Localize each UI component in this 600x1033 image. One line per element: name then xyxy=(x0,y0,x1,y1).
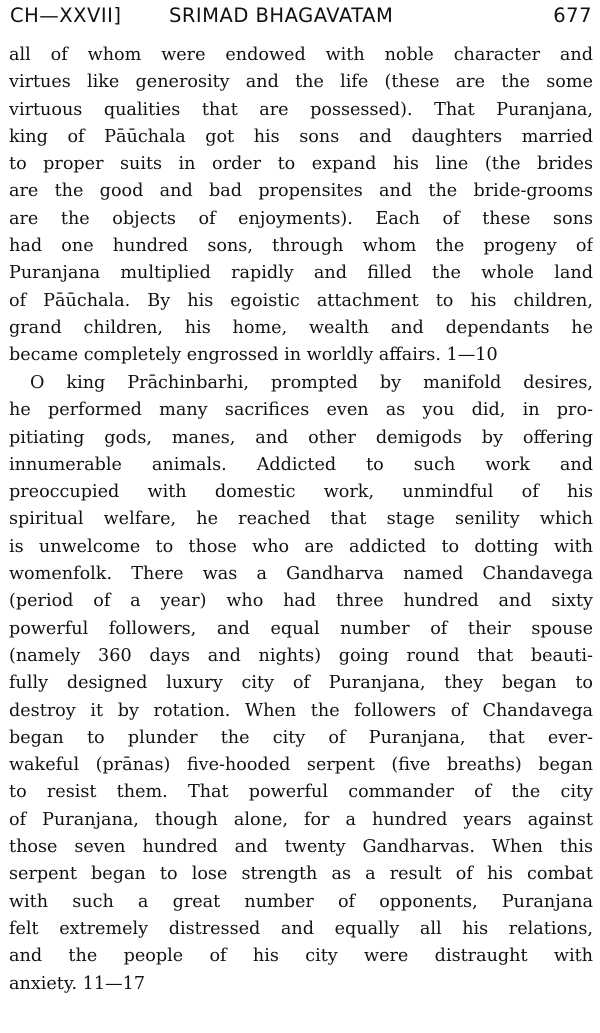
text-line: spiritual welfare, he reached that stage senility which xyxy=(9,509,593,530)
book-title: SRIMAD BHAGAVATAM xyxy=(169,4,394,27)
text-line: those seven hundred and twenty Gandharvas. When this xyxy=(9,837,593,858)
text-line: he performed many sacrifices even as you did, in pro- xyxy=(9,400,593,421)
text-line: (namely 360 days and nights) going round that beauti- xyxy=(9,645,593,666)
text-line: innumerable animals. Addicted to such work and xyxy=(9,454,593,475)
text-line: destroy it by rotation. When the followers of Chandavega xyxy=(9,700,593,721)
text-line: serpent began to lose strength as a result of his combat xyxy=(9,864,593,885)
text-line: wakeful (prānas) five-hooded serpent (five breaths) began xyxy=(9,755,593,776)
text-line: king of Pāūchala got his sons and daughters married xyxy=(9,126,593,147)
text-line: preoccupied with domestic work, unmindful of his xyxy=(9,482,593,503)
text-line: is unwelcome to those who are addicted to dotting with xyxy=(9,536,593,557)
text-line: grand children, his home, wealth and dependants he xyxy=(9,317,593,338)
text-line: pitiating gods, manes, and other demigods by offering xyxy=(9,427,593,448)
running-header xyxy=(10,2,592,30)
text-line: to proper suits in order to expand his line (the brides xyxy=(9,154,593,175)
chapter-marker: CH—XXVII] xyxy=(10,4,122,27)
text-line: virtuous qualities that are possessed). That Puranjana, xyxy=(9,99,593,120)
text-line: anxiety. 11—17 xyxy=(9,973,146,994)
page-number: 677 xyxy=(553,4,592,27)
text-line: began to plunder the city of Puranjana, that ever- xyxy=(9,727,593,748)
text-line: (period of a year) who had three hundred and sixty xyxy=(9,591,593,612)
text-line: felt extremely distressed and equally all his relations, xyxy=(9,918,593,939)
text-line: O king Prāchinbarhi, prompted by manifold desires, xyxy=(30,373,593,393)
text-line: all of whom were endowed with noble character and xyxy=(9,45,593,65)
text-line: of Pāūchala. By his egoistic attachment to his children, xyxy=(9,290,593,311)
text-line: with such a great number of opponents, Puranjana xyxy=(9,891,593,912)
text-line: had one hundred sons, through whom the progeny of xyxy=(9,236,593,257)
text-line: powerful followers, and equal number of their spouse xyxy=(9,618,593,639)
paragraph-1 xyxy=(9,42,593,370)
text-line: virtues like generosity and the life (these are the some xyxy=(9,72,593,93)
text-line: and the people of his city were distraught with xyxy=(9,946,593,967)
text-line: became completely engrossed in worldly affairs. 1—10 xyxy=(9,345,498,366)
text-line: Puranjana multiplied rapidly and filled the whole land xyxy=(9,263,593,284)
text-line: womenfolk. There was a Gandharva named Chandavega xyxy=(9,564,593,585)
paragraph-2 xyxy=(9,370,593,998)
text-line: to resist them. That powerful commander of the city xyxy=(9,782,593,803)
text-line: of Puranjana, though alone, for a hundred years against xyxy=(9,809,593,830)
text-line: are the good and bad propensites and the bride-grooms xyxy=(9,181,593,202)
text-line: are the objects of enjoyments). Each of these sons xyxy=(9,208,593,229)
text-line: fully designed luxury city of Puranjana, they began to xyxy=(9,673,593,694)
